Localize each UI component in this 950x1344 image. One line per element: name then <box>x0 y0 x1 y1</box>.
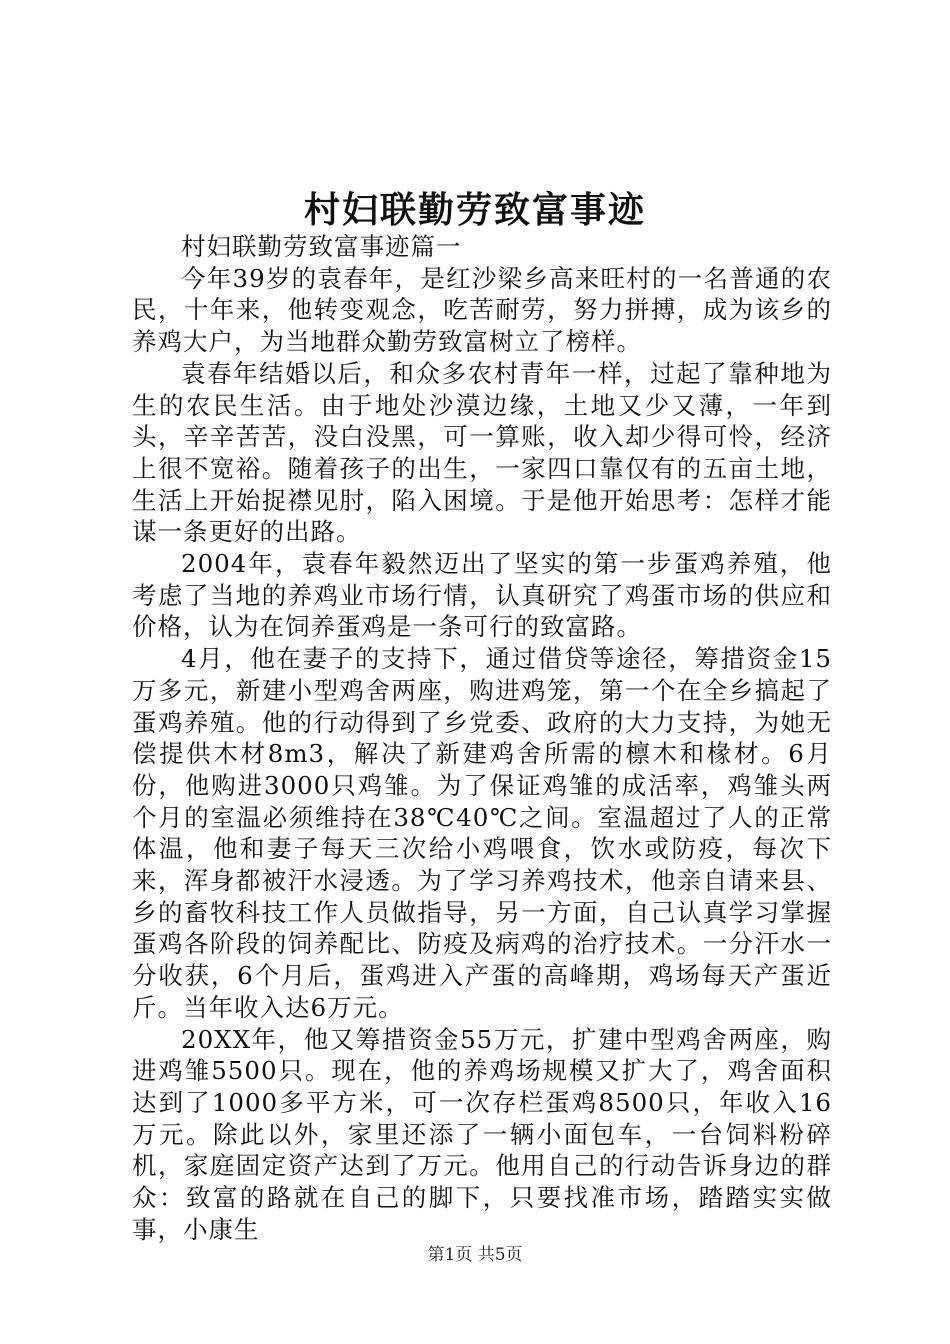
paragraph: 20XX年，他又筹措资金55万元，扩建中型鸡舍两座，购进鸡雏5500只。现在，他的养鸡场规模又扩大了，鸡舍面积达到了1000多平方米，可一次存栏蛋鸡8500只，年收入16万元。除此以外，家里还添了一辆小面包车，一台饲料粉碎机，家庭固定资产达到了万元。他用自己的行动告诉身边的群众：致富的路就在自己的脚下，只要找准市场，踏踏实实做事，小康生 <box>132 1024 832 1244</box>
paragraph: 4月，他在妻子的支持下，通过借贷等途径，筹措资金15万多元，新建小型鸡舍两座，购进鸡笼，第一个在全乡搞起了蛋鸡养殖。他的行动得到了乡党委、政府的大力支持，为她无偿提供木材8m3，解决了新建鸡舍所需的檩木和椽材。6月份，他购进3000只鸡雏。为了保证鸡雏的成活率，鸡雏头两个月的室温必须维持在38℃40℃之间。室温超过了人的正常体温，他和妻子每天三次给小鸡喂食，饮水或防疫，每次下来，浑身都被汗水浸透。为了学习养鸡技术，他亲自请来县、乡的畜牧科技工作人员做指导，另一方面，自己认真学习掌握蛋鸡各阶段的饲养配比、防疫及病鸡的治疗技术。一分汗水一分收获，6个月后，蛋鸡进入产蛋的高峰期，鸡场每天产蛋近斤。当年收入达6万元。 <box>132 644 832 1022</box>
document-title: 村妇联勤劳致富事迹 <box>303 189 646 231</box>
document-subtitle: 村妇联勤劳致富事迹篇一 <box>181 232 462 261</box>
document-body <box>132 231 832 1246</box>
paragraph: 2004年，袁春年毅然迈出了坚实的第一步蛋鸡养殖，他考虑了当地的养鸡业市场行情，认真研究了鸡蛋市场的供应和价格，认为在饲养蛋鸡是一条可行的致富路。 <box>132 549 832 642</box>
paragraph: 今年39岁的袁春年，是红沙梁乡高来旺村的一名普通的农民，十年来，他转变观念，吃苦耐劳，努力拼搏，成为该乡的养鸡大户，为当地群众勤劳致富树立了榜样。 <box>132 263 832 357</box>
paragraph: 袁春年结婚以后，和众多农村青年一样，过起了靠种地为生的农民生活。由于地处沙漠边缘，土地又少又薄，一年到头，辛辛苦苦，没白没黑，可一算账，收入却少得可怜，经济上很不宽裕。随着孩子的出生，一家四口靠仅有的五亩土地，生活上开始捉襟见肘，陷入困境。于是他开始思考：怎样才能谋一条更好的出路。 <box>132 358 832 547</box>
page-footer: 第1页 共5页 <box>427 1245 523 1265</box>
